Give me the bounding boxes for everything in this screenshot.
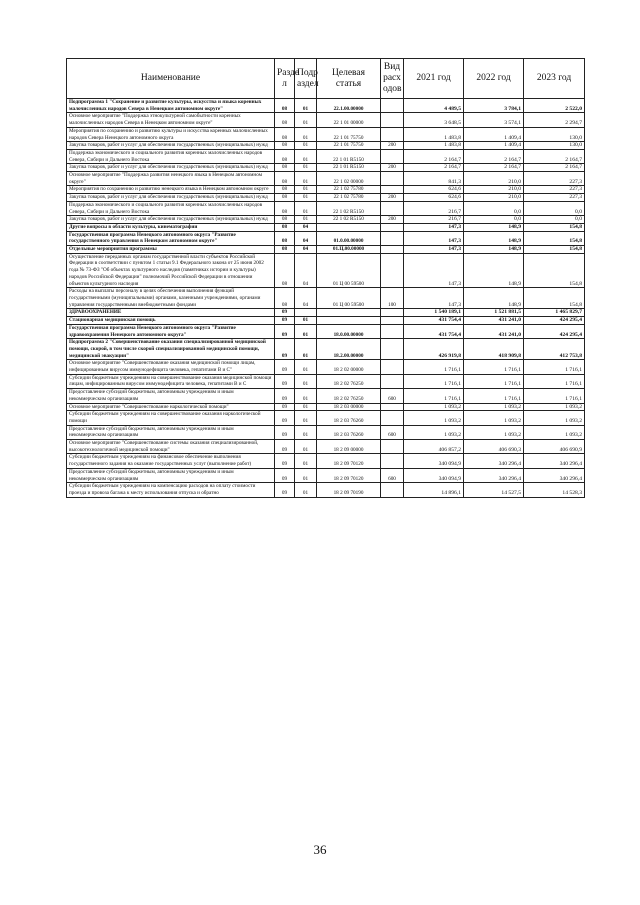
cell-2023: 406 690,9: [524, 440, 585, 454]
cell-2021: 1 716,1: [404, 374, 464, 388]
cell-podrazdel: 01: [295, 411, 317, 425]
cell-2022: 340 296,4: [464, 468, 524, 482]
cell-2022: 3 784,1: [464, 99, 524, 113]
cell-2023: 154,8: [524, 288, 585, 309]
table-row: [67, 113, 585, 127]
cell-razdel: 08: [275, 149, 295, 163]
cell-name: Основное мероприятие "Поддержка развития ненецкого языка в Ненецком автономном округе": [67, 172, 275, 186]
cell-name: Осуществление переданных органам государственной власти субъектов Российской Федерации в соответствии с пунктом 1 статьи 9.1 Федерального закона от 25 июня 2002 года № 73-ФЗ "Об объектах культурного наследия (памятниках истории и культуры) народов Российской Федерации" полномочий Российской Федерации в отношении объектов культурного наследия: [67, 253, 275, 288]
cell-2021: 147,3: [404, 288, 464, 309]
cell-2021: 3 648,5: [404, 113, 464, 127]
cell-podrazdel: 01: [295, 324, 317, 338]
cell-2021: 340 094,9: [404, 454, 464, 468]
cell-2022: 1 093,2: [464, 403, 524, 411]
cell-vid: 200: [381, 164, 404, 172]
cell-2022: 210,0: [464, 194, 524, 202]
cell-2022: 340 296,4: [464, 454, 524, 468]
cell-target: 22 1 01 75750: [317, 142, 381, 150]
cell-razdel: 08: [275, 223, 295, 231]
cell-name: Субсидии бюджетным учреждениям на совершенствование оказания наркологической помощи: [67, 411, 275, 425]
table-row: [67, 360, 585, 374]
cell-razdel: 09: [275, 309, 295, 317]
cell-2022: 1 521 881,5: [464, 309, 524, 317]
cell-2021: 1 483,8: [404, 127, 464, 141]
budget-page: [66, 58, 584, 498]
cell-vid: [381, 149, 404, 163]
cell-2023: 1 716,1: [524, 389, 585, 403]
cell-vid: 200: [381, 216, 404, 224]
cell-2022: 2 164,7: [464, 164, 524, 172]
cell-2023: 227,3: [524, 194, 585, 202]
table-row: [67, 186, 585, 194]
cell-2023: 340 296,4: [524, 468, 585, 482]
table-row: [67, 231, 585, 245]
cell-razdel: 08: [275, 164, 295, 172]
cell-2021: 14 896,1: [404, 483, 464, 497]
table-row: [67, 324, 585, 338]
cell-2022: 148,9: [464, 253, 524, 288]
cell-2022: 0,0: [464, 216, 524, 224]
cell-2022: 1 093,2: [464, 411, 524, 425]
cell-2023: 1 465 829,7: [524, 309, 585, 317]
cell-2021: 624,6: [404, 186, 464, 194]
cell-name: Государственная программа Ненецкого автономного округа "Развитие здравоохранения Ненецкого автономного округа": [67, 324, 275, 338]
cell-target: 01 Ц 00 59500: [317, 288, 381, 309]
cell-vid: [381, 360, 404, 374]
cell-name: Мероприятия по сохранению и развитию культуры и искусства коренных малочисленных народов Севера Ненецкого автономного округа: [67, 127, 275, 141]
cell-vid: [381, 246, 404, 254]
cell-podrazdel: 01: [295, 164, 317, 172]
cell-razdel: 09: [275, 403, 295, 411]
cell-2021: 1 483,8: [404, 142, 464, 150]
cell-2023: 154,8: [524, 253, 585, 288]
cell-2023: 154,8: [524, 246, 585, 254]
cell-name: Закупка товаров, работ и услуг для обеспечения государственных (муниципальных) нужд: [67, 142, 275, 150]
cell-target: 18 2 03 76260: [317, 425, 381, 439]
cell-vid: [381, 231, 404, 245]
cell-name: Подпрограмма 2 "Совершенствование оказания специализированной медицинской помощи, скорой, в том числе скорой специализированной медицинской помощи, медицинской эвакуации": [67, 339, 275, 360]
table-header-row: [67, 59, 585, 99]
cell-razdel: 09: [275, 324, 295, 338]
cell-razdel: 08: [275, 246, 295, 254]
cell-podrazdel: 01: [295, 389, 317, 403]
table-row: [67, 454, 585, 468]
cell-target: 18.0.00.00000: [317, 324, 381, 338]
cell-razdel: 08: [275, 186, 295, 194]
cell-2023: 154,8: [524, 231, 585, 245]
cell-podrazdel: 04: [295, 223, 317, 231]
cell-2023: 424 295,4: [524, 324, 585, 338]
cell-2023: 130,0: [524, 127, 585, 141]
cell-vid: [381, 186, 404, 194]
cell-podrazdel: 04: [295, 253, 317, 288]
cell-razdel: 09: [275, 454, 295, 468]
table-row: [67, 374, 585, 388]
cell-vid: [381, 253, 404, 288]
table-row: [67, 99, 585, 113]
cell-podrazdel: 04: [295, 231, 317, 245]
cell-2023: 130,0: [524, 142, 585, 150]
table-row: [67, 483, 585, 497]
table-row: [67, 194, 585, 202]
cell-target: 22 1 01 75750: [317, 127, 381, 141]
table-row: [67, 142, 585, 150]
cell-name: Субсидии бюджетным учреждениям на компенсацию расходов на оплату стоимости проезда и провоза багажа к месту использования отпуска и обратно: [67, 483, 275, 497]
cell-podrazdel: 04: [295, 246, 317, 254]
cell-vid: 600: [381, 425, 404, 439]
table-row: [67, 317, 585, 325]
cell-2021: 147,3: [404, 231, 464, 245]
cell-name: Другие вопросы в области культуры, кинематографии: [67, 223, 275, 231]
cell-2021: 1 093,2: [404, 425, 464, 439]
cell-target: 22 1 02 R5150: [317, 201, 381, 215]
cell-vid: [381, 374, 404, 388]
cell-target: 22.1.00.00000: [317, 99, 381, 113]
table-row: [67, 127, 585, 141]
cell-2022: 1 093,2: [464, 425, 524, 439]
cell-vid: [381, 403, 404, 411]
budget-table: [66, 58, 585, 498]
cell-podrazdel: 01: [295, 149, 317, 163]
cell-target: 01 Ц 00 59500: [317, 253, 381, 288]
table-row: [67, 288, 585, 309]
header-2022: 2022 год: [464, 59, 524, 99]
cell-target: 18 2 02 76250: [317, 389, 381, 403]
cell-name: Закупка товаров, работ и услуг для обеспечения государственных (муниципальных) нужд: [67, 194, 275, 202]
page-number: 36: [313, 842, 327, 857]
cell-2022: 148,9: [464, 223, 524, 231]
header-name: Наименование: [67, 59, 275, 99]
cell-vid: [381, 99, 404, 113]
cell-vid: [381, 172, 404, 186]
cell-vid: [381, 324, 404, 338]
cell-2021: 340 094,9: [404, 468, 464, 482]
cell-podrazdel: 01: [295, 403, 317, 411]
cell-target: 22 1 01 00000: [317, 113, 381, 127]
cell-2023: 1 093,2: [524, 403, 585, 411]
cell-razdel: 08: [275, 216, 295, 224]
cell-2023: 227,3: [524, 172, 585, 186]
cell-razdel: 08: [275, 201, 295, 215]
cell-podrazdel: 01: [295, 440, 317, 454]
cell-podrazdel: 01: [295, 172, 317, 186]
cell-2022: 148,9: [464, 288, 524, 309]
cell-vid: [381, 339, 404, 360]
table-row: [67, 403, 585, 411]
cell-2022: 1 409,4: [464, 127, 524, 141]
cell-name: Основное мероприятие "Совершенствование оказания медицинской помощи лицам, инфицированным вирусом иммунодефицита человека, гепатитами В и С": [67, 360, 275, 374]
cell-razdel: 08: [275, 172, 295, 186]
cell-name: Основное мероприятие "Поддержка этнокультурной самобытности коренных малочисленных народов Севера в Ненецком автономном округе": [67, 113, 275, 127]
cell-vid: [381, 483, 404, 497]
cell-2022: 431 241,0: [464, 317, 524, 325]
table-body: [67, 99, 585, 498]
cell-podrazdel: 01: [295, 127, 317, 141]
cell-2023: 0,0: [524, 201, 585, 215]
cell-name: Закупка товаров, работ и услуг для обеспечения государственных (муниципальных) нужд: [67, 216, 275, 224]
cell-target: 22 1 01 R5150: [317, 164, 381, 172]
cell-razdel: 09: [275, 389, 295, 403]
cell-podrazdel: 04: [295, 288, 317, 309]
table-row: [67, 411, 585, 425]
cell-vid: 100: [381, 288, 404, 309]
cell-2021: 624,6: [404, 194, 464, 202]
cell-vid: 600: [381, 389, 404, 403]
cell-2022: 406 690,3: [464, 440, 524, 454]
cell-podrazdel: 01: [295, 483, 317, 497]
table-row: [67, 164, 585, 172]
cell-name: Отдельные мероприятия программы: [67, 246, 275, 254]
cell-2022: 418 909,8: [464, 339, 524, 360]
cell-target: 18 2 09 00000: [317, 440, 381, 454]
cell-target: 18 2 02 00000: [317, 360, 381, 374]
cell-name: Предоставление субсидий бюджетным, автономным учреждениям и иным некоммерческим организациям: [67, 389, 275, 403]
cell-podrazdel: 01: [295, 339, 317, 360]
cell-name: Закупка товаров, работ и услуг для обеспечения государственных (муниципальных) нужд: [67, 164, 275, 172]
table-row: [67, 468, 585, 482]
cell-target: 22 1 02 R5150: [317, 216, 381, 224]
cell-2021: 1 093,2: [404, 411, 464, 425]
cell-2023: 1 093,2: [524, 425, 585, 439]
cell-2021: 426 919,8: [404, 339, 464, 360]
cell-vid: [381, 411, 404, 425]
cell-2021: 1 716,1: [404, 360, 464, 374]
cell-2022: 210,0: [464, 186, 524, 194]
table-row: [67, 216, 585, 224]
cell-razdel: 09: [275, 360, 295, 374]
cell-2021: 216,7: [404, 201, 464, 215]
cell-razdel: 08: [275, 231, 295, 245]
cell-vid: 200: [381, 194, 404, 202]
cell-podrazdel: 01: [295, 360, 317, 374]
cell-2022: 431 241,0: [464, 324, 524, 338]
header-2023: 2023 год: [524, 59, 585, 99]
cell-podrazdel: [295, 309, 317, 317]
cell-podrazdel: 01: [295, 186, 317, 194]
cell-razdel: 08: [275, 113, 295, 127]
table-row: [67, 253, 585, 288]
cell-2023: 1 093,2: [524, 411, 585, 425]
cell-name: Поддержка экономического и социального развития коренных малочисленных народов Севера, Сибири и Дальнего Востока: [67, 149, 275, 163]
cell-2022: 1 716,1: [464, 360, 524, 374]
table-row: [67, 149, 585, 163]
cell-podrazdel: 01: [295, 113, 317, 127]
cell-2023: 1 716,1: [524, 374, 585, 388]
cell-2021: 1 540 189,1: [404, 309, 464, 317]
cell-razdel: 08: [275, 127, 295, 141]
cell-podrazdel: 01: [295, 454, 317, 468]
cell-2021: 216,7: [404, 216, 464, 224]
cell-target: [317, 309, 381, 317]
cell-target: 18 2 02 76250: [317, 374, 381, 388]
cell-2022: 148,9: [464, 246, 524, 254]
cell-vid: [381, 223, 404, 231]
cell-name: Стационарная медицинская помощь: [67, 317, 275, 325]
cell-target: 18 2 09 70120: [317, 468, 381, 482]
table-row: [67, 223, 585, 231]
cell-razdel: 09: [275, 317, 295, 325]
cell-podrazdel: 01: [295, 317, 317, 325]
header-vid: Вид расх одов: [381, 59, 404, 99]
table-row: [67, 440, 585, 454]
cell-name: Основное мероприятие "Совершенствование наркологической помощи": [67, 403, 275, 411]
cell-2022: 1 409,4: [464, 142, 524, 150]
cell-vid: [381, 113, 404, 127]
cell-vid: 200: [381, 142, 404, 150]
cell-target: 22 1 02 75780: [317, 194, 381, 202]
cell-podrazdel: 01: [295, 374, 317, 388]
cell-2022: 14 527,5: [464, 483, 524, 497]
cell-target: 18 2 09 70120: [317, 454, 381, 468]
table-row: [67, 339, 585, 360]
cell-podrazdel: 01: [295, 216, 317, 224]
cell-target: 18 2 03 76260: [317, 411, 381, 425]
table-row: [67, 201, 585, 215]
cell-podrazdel: 01: [295, 201, 317, 215]
cell-razdel: 09: [275, 411, 295, 425]
cell-target: 01.Ц.00.00000: [317, 246, 381, 254]
cell-2023: 412 753,8: [524, 339, 585, 360]
cell-2022: 2 164,7: [464, 149, 524, 163]
cell-razdel: 08: [275, 99, 295, 113]
cell-name: Предоставление субсидий бюджетным, автономным учреждениям и иным некоммерческим организациям: [67, 425, 275, 439]
cell-razdel: 09: [275, 374, 295, 388]
cell-2023: 227,3: [524, 186, 585, 194]
cell-2023: 154,8: [524, 223, 585, 231]
cell-2021: 147,3: [404, 223, 464, 231]
cell-2021: 4 489,5: [404, 99, 464, 113]
cell-2021: 431 754,4: [404, 317, 464, 325]
cell-name: Поддержка экономического и социального развития коренных малочисленных народов Севера, Сибири и Дальнего Востока: [67, 201, 275, 215]
cell-2021: 2 164,7: [404, 164, 464, 172]
cell-target: 22 1 01 R5150: [317, 149, 381, 163]
cell-name: Субсидии бюджетным учреждениям на совершенствование оказания медицинской помощи лицам, инфицированным вирусом иммунодефицита человека, гепатитами В и С: [67, 374, 275, 388]
cell-target: [317, 317, 381, 325]
cell-target: 01.0.00.00000: [317, 231, 381, 245]
cell-vid: [381, 127, 404, 141]
cell-vid: [381, 201, 404, 215]
cell-2021: 841,3: [404, 172, 464, 186]
cell-2023: 0,0: [524, 216, 585, 224]
cell-2021: 1 093,2: [404, 403, 464, 411]
cell-name: Предоставление субсидий бюджетным, автономным учреждениям и иным некоммерческим организациям: [67, 468, 275, 482]
cell-2021: 2 164,7: [404, 149, 464, 163]
table-row: [67, 246, 585, 254]
cell-2022: 148,9: [464, 231, 524, 245]
cell-vid: [381, 317, 404, 325]
cell-2023: 14 528,3: [524, 483, 585, 497]
cell-2021: 1 716,1: [404, 389, 464, 403]
cell-2022: 0,0: [464, 201, 524, 215]
cell-podrazdel: 01: [295, 99, 317, 113]
cell-razdel: 09: [275, 339, 295, 360]
cell-name: Государственная программа Ненецкого автономного округа "Развитие государственного управления в Ненецком автономном округе": [67, 231, 275, 245]
cell-2021: 147,3: [404, 253, 464, 288]
cell-name: Расходы на выплаты персоналу в целях обеспечения выполнения функций государственными (муниципальными) органами, казенными учреждениями, органами управления государственными внебюджетными фондами: [67, 288, 275, 309]
table-row: [67, 425, 585, 439]
cell-razdel: 08: [275, 253, 295, 288]
cell-podrazdel: 01: [295, 425, 317, 439]
cell-target: 18 2 09 70190: [317, 483, 381, 497]
cell-target: [317, 223, 381, 231]
cell-2021: 147,3: [404, 246, 464, 254]
cell-razdel: 08: [275, 194, 295, 202]
cell-target: 18 2 03 00000: [317, 403, 381, 411]
cell-2023: 2 164,7: [524, 164, 585, 172]
header-2021: 2021 год: [404, 59, 464, 99]
cell-2023: 2 164,7: [524, 149, 585, 163]
cell-podrazdel: 01: [295, 142, 317, 150]
cell-razdel: 09: [275, 440, 295, 454]
cell-razdel: 09: [275, 425, 295, 439]
cell-vid: [381, 309, 404, 317]
cell-name: Субсидии бюджетным учреждениям на финансовое обеспечение выполнения государственного задания на оказание государственных услуг (выполнение работ): [67, 454, 275, 468]
cell-2023: 2 522,0: [524, 99, 585, 113]
cell-2023: 1 716,1: [524, 360, 585, 374]
cell-2023: 340 296,4: [524, 454, 585, 468]
cell-podrazdel: 01: [295, 468, 317, 482]
cell-razdel: 08: [275, 288, 295, 309]
header-razdel: Разде л: [275, 59, 295, 99]
table-row: [67, 172, 585, 186]
cell-target: 22 1 02 00000: [317, 172, 381, 186]
cell-2023: 2 294,7: [524, 113, 585, 127]
cell-2023: 424 295,4: [524, 317, 585, 325]
cell-2022: 1 716,1: [464, 389, 524, 403]
cell-2022: 1 716,1: [464, 374, 524, 388]
cell-2022: 210,0: [464, 172, 524, 186]
cell-razdel: 09: [275, 468, 295, 482]
header-target: Целевая статья: [317, 59, 381, 99]
cell-name: Подпрограмма 1 "Сохранение и развитие культуры, искусства и языка коренных малочисленных народов Севера в Ненецком автономном округе": [67, 99, 275, 113]
header-podrazdel: Подр аздел: [295, 59, 317, 99]
cell-razdel: 09: [275, 483, 295, 497]
cell-target: 18.2.00.00000: [317, 339, 381, 360]
cell-name: Основное мероприятие "Совершенствование системы оказания специализированной, высокотехнологичной медицинской помощи": [67, 440, 275, 454]
table-row: [67, 309, 585, 317]
cell-name: ЗДРАВООХРАНЕНИЕ: [67, 309, 275, 317]
cell-vid: [381, 440, 404, 454]
cell-name: Мероприятия по сохранению и развитию ненецкого языка в Ненецком автономном округе: [67, 186, 275, 194]
table-row: [67, 389, 585, 403]
cell-2021: 406 857,2: [404, 440, 464, 454]
cell-2021: 431 754,4: [404, 324, 464, 338]
cell-2022: 3 574,1: [464, 113, 524, 127]
cell-razdel: 08: [275, 142, 295, 150]
cell-vid: 600: [381, 468, 404, 482]
cell-vid: [381, 454, 404, 468]
cell-podrazdel: 01: [295, 194, 317, 202]
cell-target: 22 1 02 75780: [317, 186, 381, 194]
